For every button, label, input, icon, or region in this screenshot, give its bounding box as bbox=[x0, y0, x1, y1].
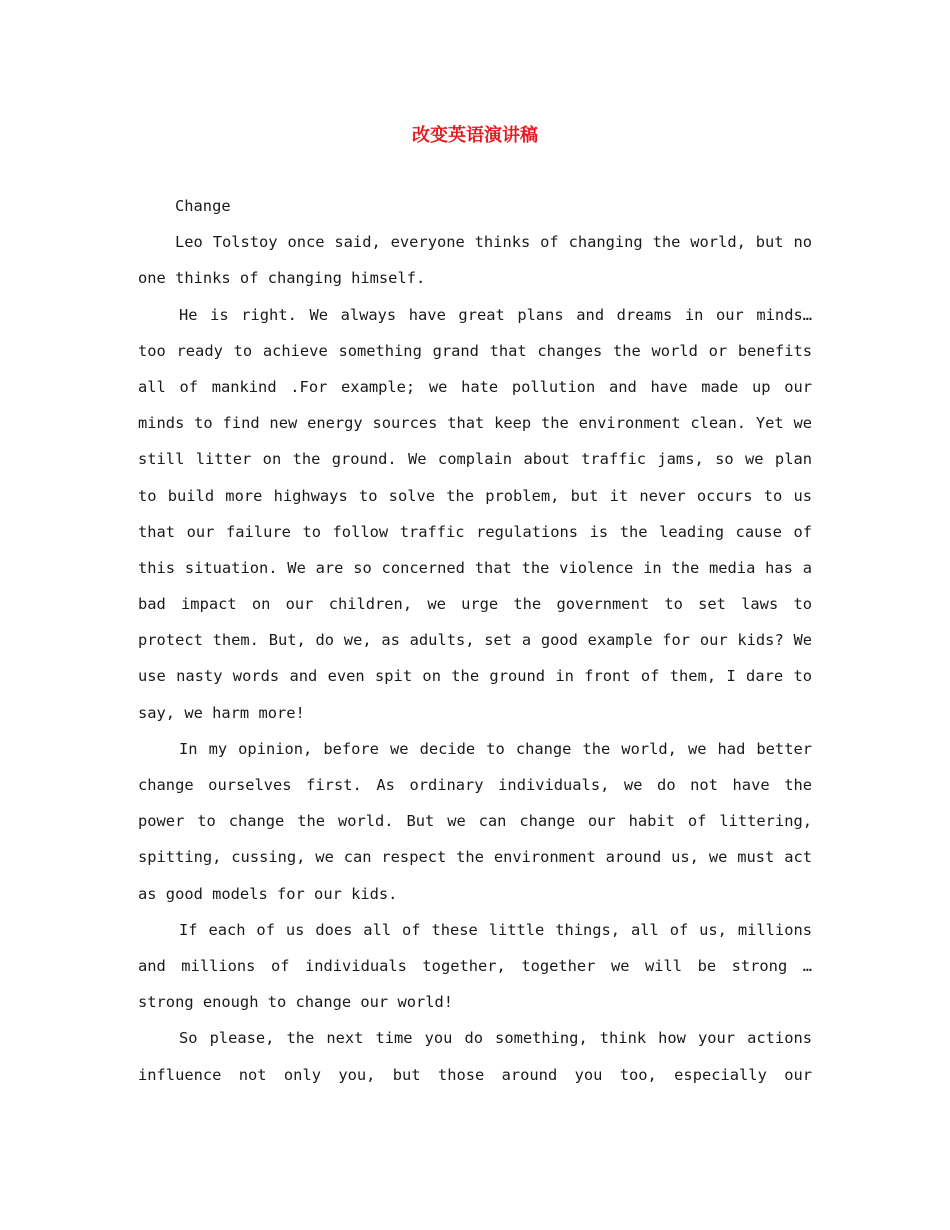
text-line: influence not only you, but those around you too, especially our bbox=[138, 1065, 812, 1084]
paragraph bbox=[138, 297, 812, 731]
document-title: 改变英语演讲稿 bbox=[412, 125, 538, 146]
paragraph bbox=[138, 224, 812, 296]
paragraph bbox=[138, 731, 812, 912]
text-line: So please, the next time you do something, think how your actions bbox=[179, 1029, 812, 1048]
text-line: strong enough to change our world! bbox=[138, 993, 454, 1012]
text-line: In my opinion, before we decide to change the world, we had better bbox=[179, 739, 812, 758]
text-line: as good models for our kids. bbox=[138, 884, 398, 903]
text-line: power to change the world. But we can change our habit of littering, bbox=[138, 812, 812, 831]
text-line: still litter on the ground. We complain about traffic jams, so we plan bbox=[138, 450, 812, 469]
text-line: spitting, cussing, we can respect the environment around us, we must act bbox=[138, 848, 812, 867]
text-line: and millions of individuals together, together we will be strong … bbox=[138, 956, 812, 975]
text-line: one thinks of changing himself. bbox=[138, 269, 426, 288]
text-line: change ourselves first. As ordinary individuals, we do not have the bbox=[138, 776, 812, 794]
text-line: that our failure to follow traffic regulations is the leading cause of bbox=[138, 522, 812, 541]
document-body bbox=[138, 188, 812, 1093]
text-line: too ready to achieve something grand that changes the world or benefits bbox=[138, 341, 812, 360]
text-line: If each of us does all of these little things, all of us, millions bbox=[179, 920, 812, 939]
text-line: all of mankind .For example; we hate pollution and have made up our bbox=[138, 377, 812, 396]
paragraph bbox=[138, 912, 812, 1021]
text-line: protect them. But, do we, as adults, set a good example for our kids? We bbox=[138, 631, 812, 650]
text-line: He is right. We always have great plans and dreams in our minds… bbox=[179, 305, 812, 324]
text-line: say, we harm more! bbox=[138, 703, 305, 722]
text-line: bad impact on our children, we urge the government to set laws to bbox=[138, 595, 812, 614]
text-line: to build more highways to solve the problem, but it never occurs to us bbox=[138, 486, 812, 505]
text-line: this situation. We are so concerned that the violence in the media has a bbox=[138, 558, 812, 577]
text-line: Change bbox=[175, 197, 231, 215]
paragraph-heading bbox=[138, 188, 812, 224]
paragraph bbox=[138, 1020, 812, 1092]
text-line: minds to find new energy sources that keep the environment clean. Yet we bbox=[138, 414, 812, 433]
text-line: Leo Tolstoy once said, everyone thinks of changing the world, but no bbox=[175, 233, 812, 252]
text-line: use nasty words and even spit on the ground in front of them, I dare to bbox=[138, 667, 812, 686]
